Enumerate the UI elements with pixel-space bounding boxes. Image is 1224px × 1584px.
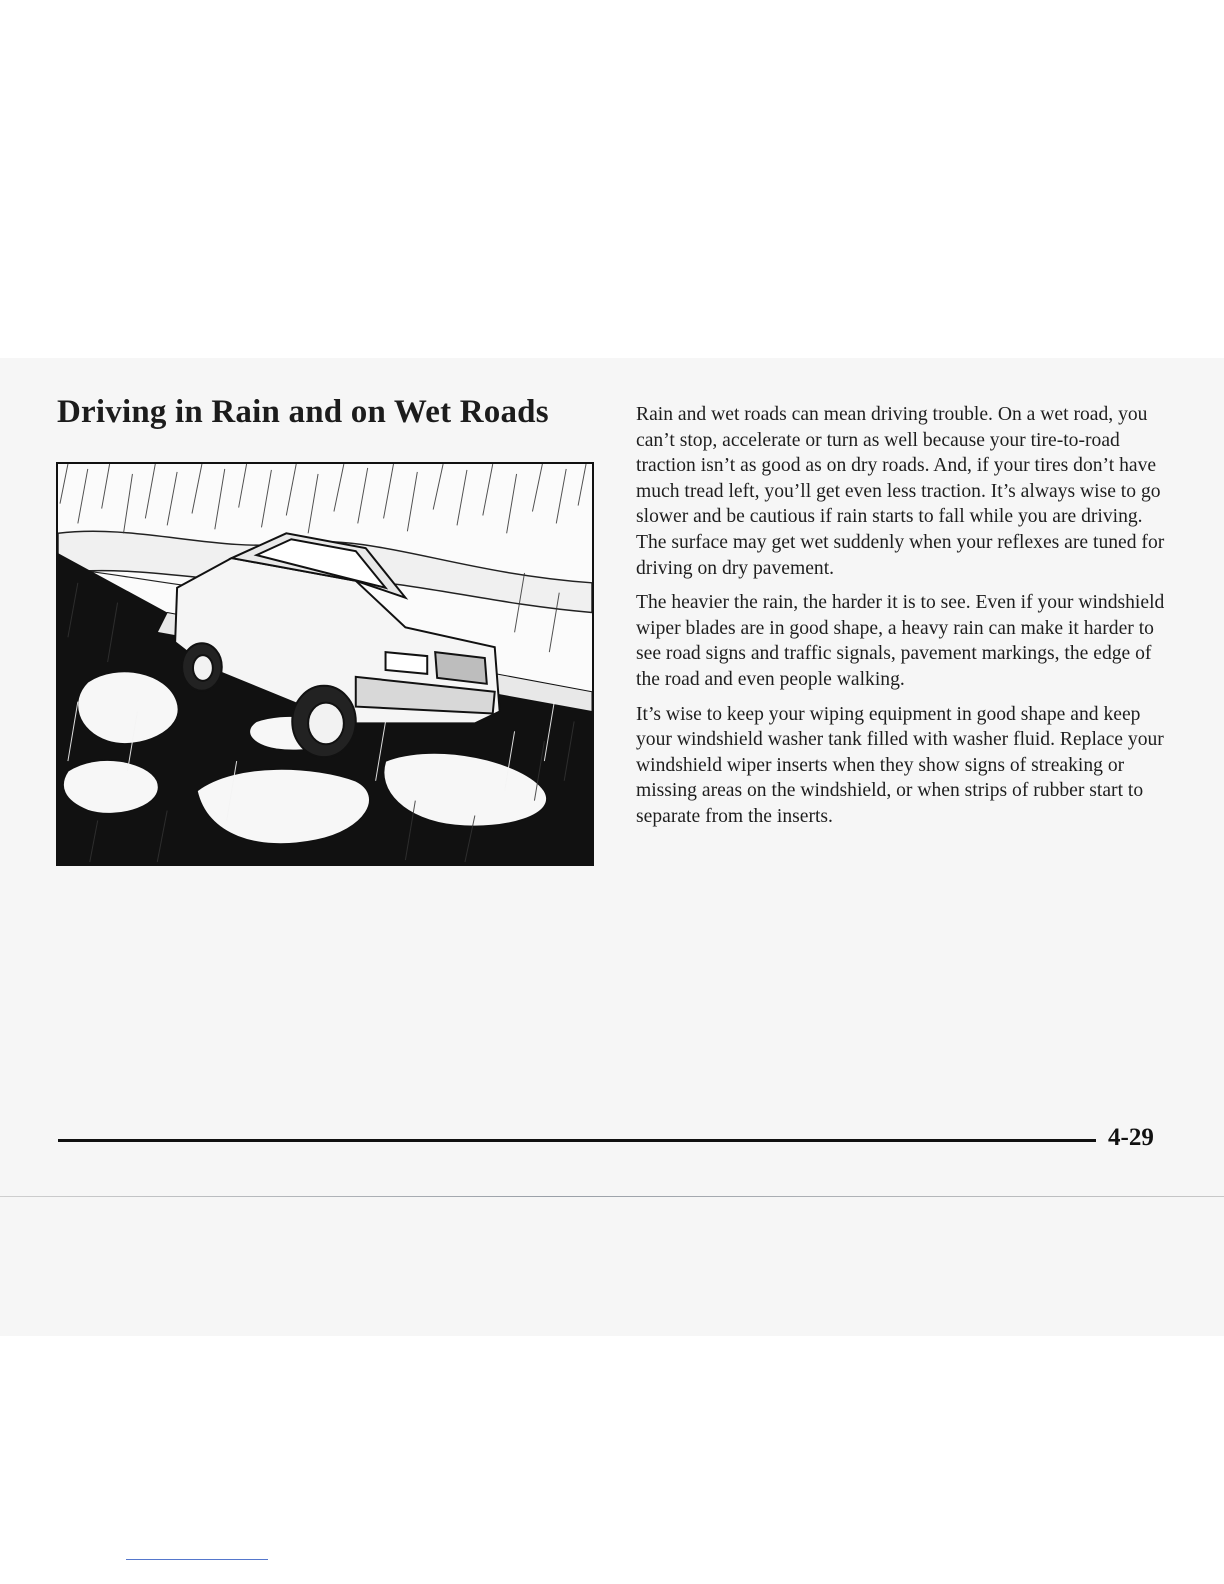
truck-driving-in-rain-illustration [56,462,594,866]
divider [0,1196,1224,1197]
divider [126,1559,268,1560]
paragraph-wipers: It’s wise to keep your wiping equipment in good shape and keep your windshield washer tank filled with washer fluid. Replace your windshield wiper inserts when they show signs of streaking or missing areas on the windshield, or when strips of rubber start to separate from the inserts. [636,703,1164,827]
body-text [636,402,1168,839]
footer-rule [58,1139,1096,1142]
page-title: Driving in Rain and on Wet Roads [57,394,549,430]
page-number: 4-29 [1108,1124,1154,1151]
paragraph-visibility: The heavier the rain, the harder it is to see. Even if your windshield wiper blades are in good shape, a heavy rain can make it harder to see road signs and traffic signals, pavement markings, the edge of the road and even people walking. [636,592,1165,690]
paragraph-traction: Rain and wet roads can mean driving trouble. On a wet road, you can’t stop, accelerate or turn as well because your tire-to-road traction isn’t as good as on dry roads. And, if your tires don’t have much tread left, you’ll get even less traction. It’s always wise to go slower and be cautious if rain starts to fall while you are driving. The surface may get wet suddenly when your reflexes are tuned for driving on dry pavement. [636,404,1165,579]
